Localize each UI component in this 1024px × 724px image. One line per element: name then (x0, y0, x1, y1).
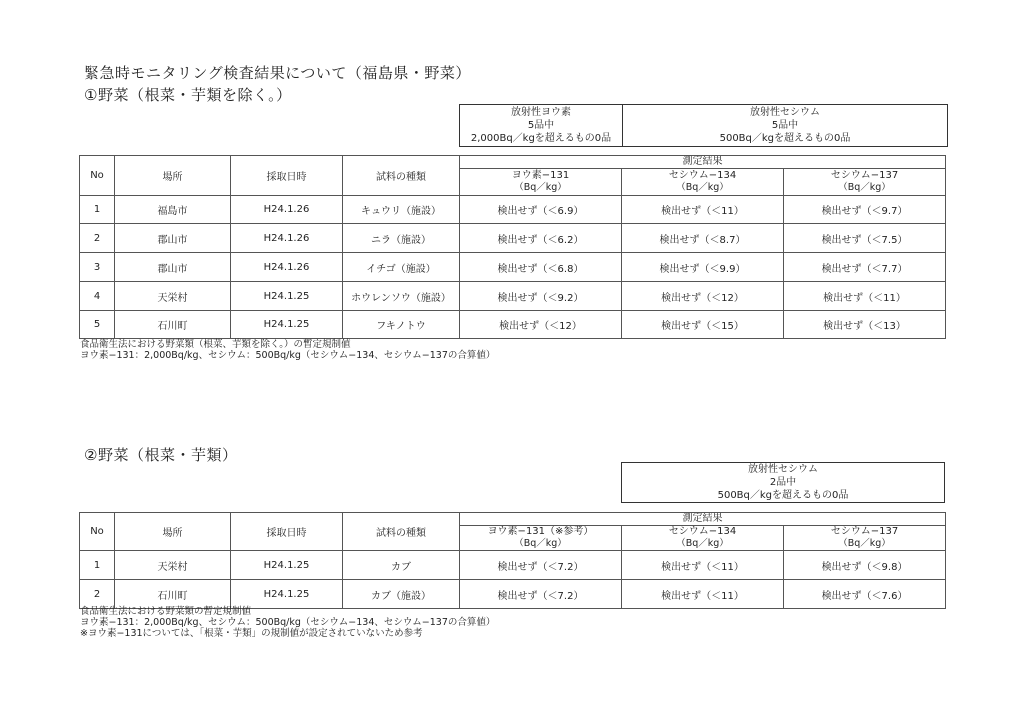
cell-date: H24.1.26 (231, 224, 343, 253)
summary-iodine (460, 105, 623, 146)
table-row (80, 224, 946, 253)
table-header-row (80, 156, 946, 169)
page-heading: 緊急時モニタリング検査結果について（福島県・野菜） (84, 64, 471, 82)
summary-cesium-count: 2品中 (769, 477, 797, 488)
header-cs137-unit: （Bq／kg） (838, 182, 891, 193)
summary-iodine-count: 5品中 (527, 120, 555, 131)
header-place: 場所 (115, 156, 231, 196)
section2-title: ②野菜（根菜・芋類） (84, 446, 238, 464)
header-cs134-unit: （Bq／kg） (676, 538, 729, 549)
cell-i131: 検出せず（＜6.8） (460, 253, 622, 282)
header-iodine (460, 526, 622, 551)
header-iodine-unit: （Bq／kg） (514, 538, 567, 549)
cell-type: ニラ（施設） (343, 224, 460, 253)
table-row (80, 253, 946, 282)
header-cs134-label: セシウム−134 (668, 526, 737, 537)
table-row (80, 311, 946, 339)
header-result: 測定結果 (460, 156, 946, 169)
cell-no: 5 (80, 311, 115, 339)
cell-type: ホウレンソウ（施設） (343, 282, 460, 311)
summary-iodine-result: 2,000Bq／kgを超えるもの0品 (470, 133, 612, 144)
header-cs137-unit: （Bq／kg） (838, 538, 891, 549)
header-iodine-label: ヨウ素−131（※参考） (487, 526, 594, 537)
cell-place: 郡山市 (115, 224, 231, 253)
note-line: 食品衛生法における野菜類の暫定規制値 (80, 606, 252, 617)
note-line: ※ヨウ素−131については、「根菜・芋類」の規制値が設定されていないため参考 (80, 628, 423, 639)
summary-cesium (622, 463, 944, 502)
section1-title: ①野菜（根菜・芋類を除く。） (84, 86, 292, 104)
section1-summary-box (459, 104, 948, 147)
table-row (80, 580, 946, 609)
cell-i131: 検出せず（＜9.2） (460, 282, 622, 311)
cell-no: 1 (80, 196, 115, 224)
cell-i131: 検出せず（＜6.2） (460, 224, 622, 253)
cell-type: イチゴ（施設） (343, 253, 460, 282)
header-cs137 (784, 169, 946, 196)
cell-place: 福島市 (115, 196, 231, 224)
header-cs134-label: セシウム−134 (668, 170, 737, 181)
cell-cs137: 検出せず（＜7.7） (784, 253, 946, 282)
cell-place: 天栄村 (115, 282, 231, 311)
header-no: No (80, 156, 115, 196)
summary-cesium-label: 放射性セシウム (750, 107, 820, 118)
cell-cs134: 検出せず（＜11） (622, 580, 784, 609)
cell-no: 4 (80, 282, 115, 311)
header-date: 採取日時 (231, 513, 343, 551)
section1-notes (80, 339, 495, 361)
summary-cesium (623, 105, 947, 146)
header-iodine-unit: （Bq／kg） (514, 182, 567, 193)
cell-i131: 検出せず（＜6.9） (460, 196, 622, 224)
section2-results-table (79, 512, 946, 609)
cell-i131: 検出せず（＜7.2） (460, 551, 622, 580)
cell-no: 2 (80, 580, 115, 609)
section1-results-table (79, 155, 946, 339)
section2-summary-box (621, 462, 945, 503)
summary-cesium-label: 放射性セシウム (748, 464, 818, 475)
cell-type: キュウリ（施設） (343, 196, 460, 224)
header-result: 測定結果 (460, 513, 946, 526)
cell-cs134: 検出せず（＜12） (622, 282, 784, 311)
cell-no: 2 (80, 224, 115, 253)
cell-cs137: 検出せず（＜7.5） (784, 224, 946, 253)
cell-cs137: 検出せず（＜7.6） (784, 580, 946, 609)
note-line: ヨウ素−131：2,000Bq/kg、セシウム：500Bq/kg（セシウム−134、セシウム−137の合算値） (80, 350, 496, 361)
cell-place: 天栄村 (115, 551, 231, 580)
cell-date: H24.1.26 (231, 253, 343, 282)
cell-cs137: 検出せず（＜13） (784, 311, 946, 339)
cell-type: カブ（施設） (343, 580, 460, 609)
table-row (80, 196, 946, 224)
header-iodine (460, 169, 622, 196)
table-header-row (80, 513, 946, 526)
header-cs134-unit: （Bq／kg） (676, 182, 729, 193)
cell-cs134: 検出せず（＜9.9） (622, 253, 784, 282)
table-row (80, 551, 946, 580)
section2-notes (80, 606, 495, 639)
header-cs134 (622, 169, 784, 196)
summary-cesium-count: 5品中 (771, 120, 799, 131)
header-iodine-label: ヨウ素−131 (511, 170, 570, 181)
header-date: 採取日時 (231, 156, 343, 196)
cell-cs134: 検出せず（＜15） (622, 311, 784, 339)
cell-cs137: 検出せず（＜9.8） (784, 551, 946, 580)
note-line: 食品衛生法における野菜類（根菜、芋類を除く。）の暫定規制値 (80, 339, 351, 350)
cell-date: H24.1.25 (231, 551, 343, 580)
header-cs137 (784, 526, 946, 551)
cell-cs137: 検出せず（＜9.7） (784, 196, 946, 224)
cell-cs137: 検出せず（＜11） (784, 282, 946, 311)
table-row (80, 282, 946, 311)
header-type: 試料の種類 (343, 156, 460, 196)
header-cs137-label: セシウム−137 (830, 526, 899, 537)
cell-place: 石川町 (115, 580, 231, 609)
header-no: No (80, 513, 115, 551)
cell-date: H24.1.25 (231, 580, 343, 609)
cell-cs134: 検出せず（＜8.7） (622, 224, 784, 253)
header-cs137-label: セシウム−137 (830, 170, 899, 181)
cell-cs134: 検出せず（＜11） (622, 551, 784, 580)
header-type: 試料の種類 (343, 513, 460, 551)
header-cs134 (622, 526, 784, 551)
note-line: ヨウ素−131：2,000Bq/kg、セシウム：500Bq/kg（セシウム−134、セシウム−137の合算値） (80, 617, 496, 628)
summary-cesium-result: 500Bq／kgを超えるもの0品 (717, 490, 849, 501)
summary-iodine-label: 放射性ヨウ素 (511, 107, 571, 118)
cell-place: 郡山市 (115, 253, 231, 282)
cell-cs134: 検出せず（＜11） (622, 196, 784, 224)
cell-date: H24.1.26 (231, 196, 343, 224)
cell-date: H24.1.25 (231, 282, 343, 311)
cell-place: 石川町 (115, 311, 231, 339)
summary-cesium-result: 500Bq／kgを超えるもの0品 (719, 133, 851, 144)
header-place: 場所 (115, 513, 231, 551)
cell-i131: 検出せず（＜12） (460, 311, 622, 339)
cell-type: フキノトウ (343, 311, 460, 339)
cell-no: 3 (80, 253, 115, 282)
cell-i131: 検出せず（＜7.2） (460, 580, 622, 609)
cell-type: カブ (343, 551, 460, 580)
cell-no: 1 (80, 551, 115, 580)
cell-date: H24.1.25 (231, 311, 343, 339)
